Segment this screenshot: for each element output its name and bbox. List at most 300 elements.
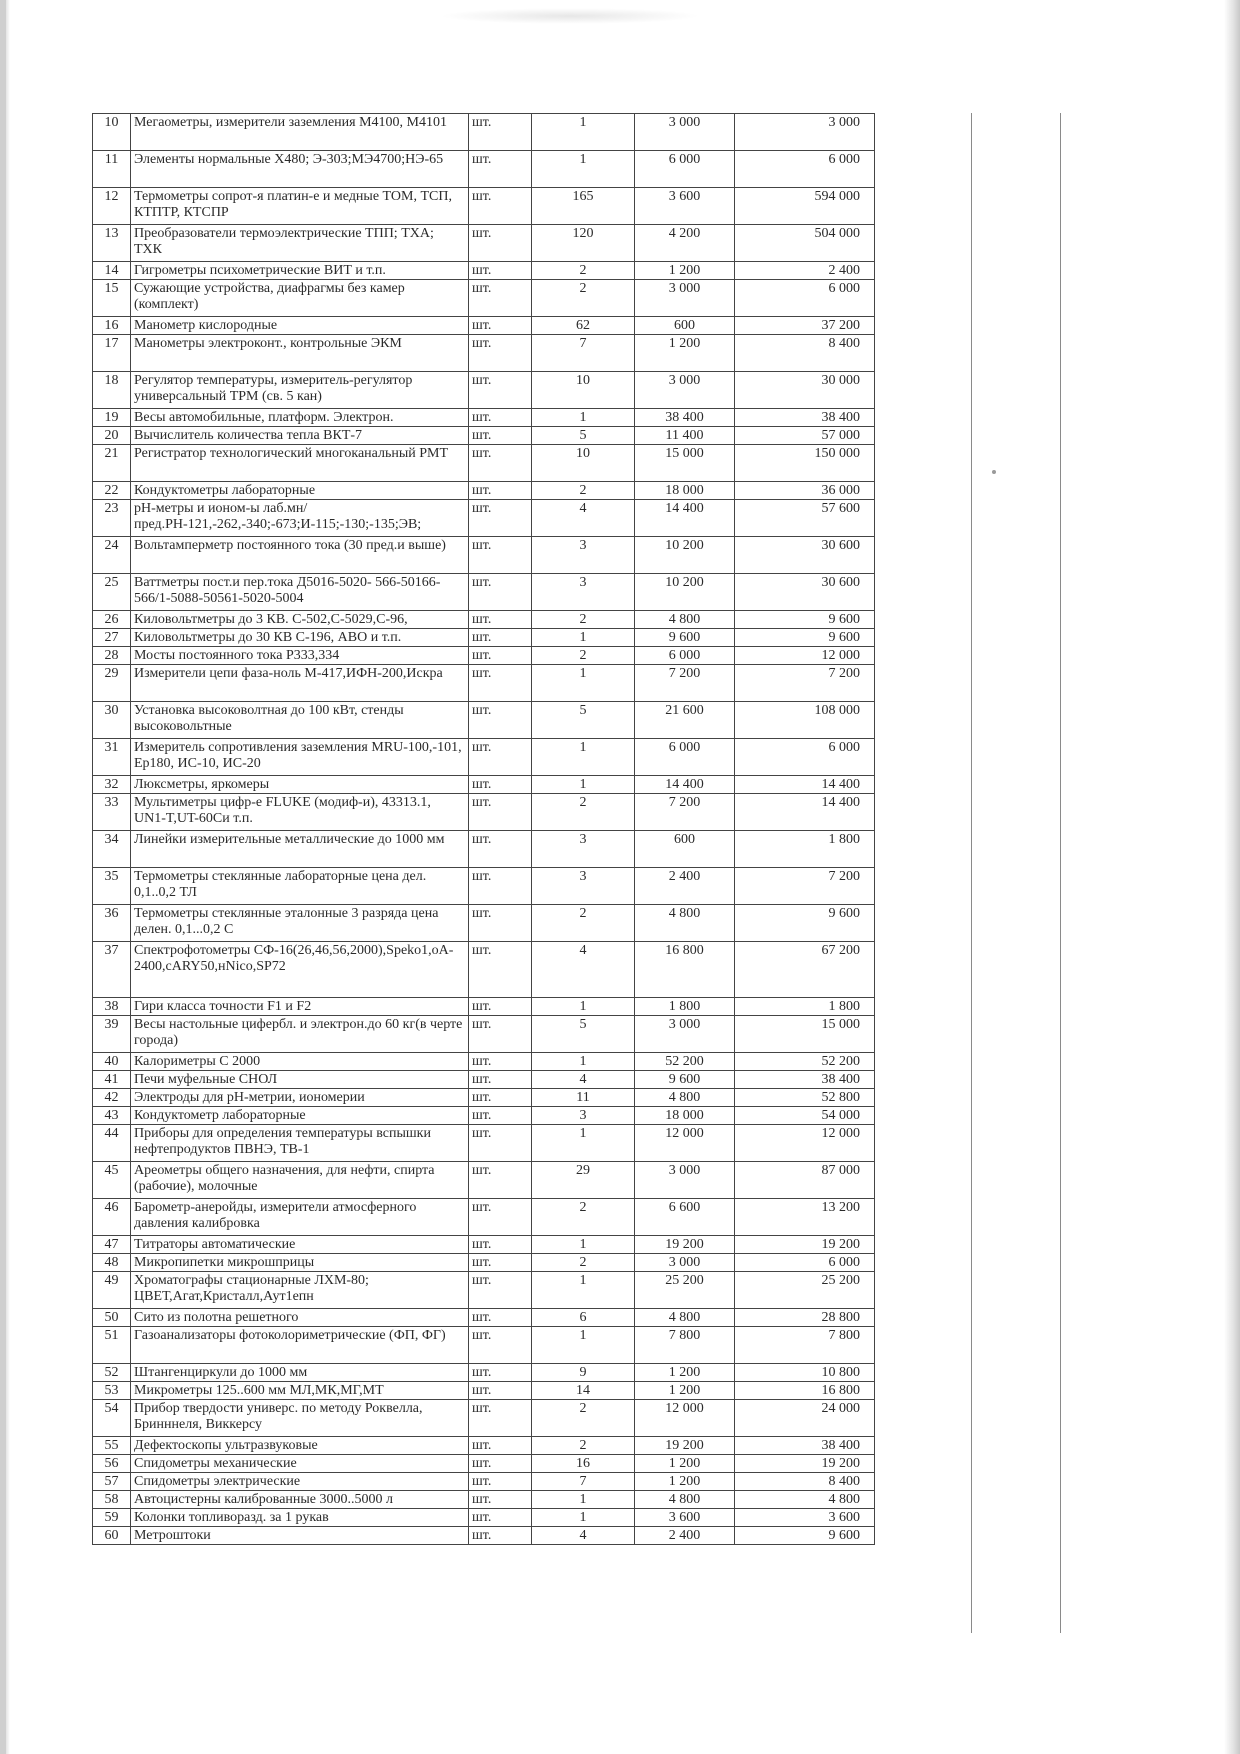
unit-price-cell: 3 600: [635, 1509, 735, 1527]
item-name-cell: Киловольтметры до 30 КВ С-196, АВО и т.п.: [131, 629, 469, 647]
unit-price-cell: 2 400: [635, 1527, 735, 1545]
total-cell: 3 000: [735, 114, 875, 151]
item-name-cell: Вольтамперметр постоянного тока (30 пред.и выше): [131, 537, 469, 574]
table-row: [93, 317, 875, 335]
unit-price-cell: 12 000: [635, 1125, 735, 1162]
quantity-cell: 2: [532, 280, 635, 317]
item-name-cell: Приборы для определения температуры вспышки нефтепродуктов ПВНЭ, ТВ-1: [131, 1125, 469, 1162]
unit-cell: шт.: [469, 1199, 532, 1236]
unit-price-cell: 18 000: [635, 482, 735, 500]
quantity-cell: 2: [532, 794, 635, 831]
row-number-cell: 45: [93, 1162, 131, 1199]
unit-price-cell: 600: [635, 831, 735, 868]
quantity-cell: 2: [532, 611, 635, 629]
unit-cell: шт.: [469, 280, 532, 317]
quantity-cell: 4: [532, 1527, 635, 1545]
total-cell: 108 000: [735, 702, 875, 739]
quantity-cell: 3: [532, 1107, 635, 1125]
table-row: [93, 537, 875, 574]
unit-price-cell: 11 400: [635, 427, 735, 445]
unit-price-cell: 4 800: [635, 1089, 735, 1107]
row-number-cell: 39: [93, 1016, 131, 1053]
item-name-cell: Барометр-анеройды, измерители атмосферного давления калибровка: [131, 1199, 469, 1236]
row-number-cell: 19: [93, 409, 131, 427]
quantity-cell: 120: [532, 225, 635, 262]
row-number-cell: 46: [93, 1199, 131, 1236]
item-name-cell: Спектрофотометры СФ-16(26,46,56,2000),Speko1,oA-2400,cARY50,нNico,SP72: [131, 942, 469, 998]
unit-price-cell: 21 600: [635, 702, 735, 739]
item-name-cell: Ваттметры пост.и пер.тока Д5016-5020- 566-50166-566/1-5088-50561-5020-5004: [131, 574, 469, 611]
row-number-cell: 31: [93, 739, 131, 776]
quantity-cell: 29: [532, 1162, 635, 1199]
unit-cell: шт.: [469, 665, 532, 702]
quantity-cell: 7: [532, 335, 635, 372]
item-name-cell: Кондуктометры лабораторные: [131, 482, 469, 500]
unit-price-cell: 3 600: [635, 188, 735, 225]
row-number-cell: 51: [93, 1327, 131, 1364]
table-row: [93, 427, 875, 445]
quantity-cell: 1: [532, 629, 635, 647]
unit-cell: шт.: [469, 1455, 532, 1473]
item-name-cell: Титраторы автоматические: [131, 1236, 469, 1254]
row-number-cell: 29: [93, 665, 131, 702]
table-row: [93, 372, 875, 409]
unit-cell: шт.: [469, 868, 532, 905]
table-row: [93, 1053, 875, 1071]
item-name-cell: Весы настольные цифербл. и электрон.до 60 кг(в черте города): [131, 1016, 469, 1053]
unit-cell: шт.: [469, 647, 532, 665]
total-cell: 6 000: [735, 1254, 875, 1272]
item-name-cell: Микропипетки микрошприцы: [131, 1254, 469, 1272]
total-cell: 19 200: [735, 1236, 875, 1254]
unit-price-cell: 3 000: [635, 1162, 735, 1199]
item-name-cell: Элементы нормальные Х480; Э-303;МЭ4700;НЭ-65: [131, 151, 469, 188]
row-number-cell: 22: [93, 482, 131, 500]
table-row: [93, 647, 875, 665]
total-cell: 1 800: [735, 831, 875, 868]
quantity-cell: 5: [532, 427, 635, 445]
unit-price-cell: 1 800: [635, 998, 735, 1016]
row-number-cell: 36: [93, 905, 131, 942]
quantity-cell: 2: [532, 262, 635, 280]
row-number-cell: 14: [93, 262, 131, 280]
item-name-cell: Гигрометры психометрические ВИТ и т.п.: [131, 262, 469, 280]
total-cell: 28 800: [735, 1309, 875, 1327]
table-row: [93, 794, 875, 831]
row-number-cell: 33: [93, 794, 131, 831]
faint-vertical-line-1: [971, 113, 972, 1633]
unit-cell: шт.: [469, 1089, 532, 1107]
row-number-cell: 21: [93, 445, 131, 482]
row-number-cell: 48: [93, 1254, 131, 1272]
item-name-cell: Электроды для pH-метрии, иономерии: [131, 1089, 469, 1107]
item-name-cell: Микрометры 125..600 мм МЛ,МК,МГ,МТ: [131, 1382, 469, 1400]
quantity-cell: 2: [532, 482, 635, 500]
total-cell: 9 600: [735, 629, 875, 647]
item-name-cell: Сито из полотна решетного: [131, 1309, 469, 1327]
total-cell: 14 400: [735, 794, 875, 831]
total-cell: 30 000: [735, 372, 875, 409]
unit-price-cell: 19 200: [635, 1437, 735, 1455]
unit-price-cell: 9 600: [635, 629, 735, 647]
table-row: [93, 500, 875, 537]
unit-price-cell: 1 200: [635, 262, 735, 280]
unit-cell: шт.: [469, 942, 532, 998]
row-number-cell: 28: [93, 647, 131, 665]
scan-speck: [992, 470, 996, 474]
item-name-cell: Колонки топливоразд. за 1 рукав: [131, 1509, 469, 1527]
row-number-cell: 37: [93, 942, 131, 998]
total-cell: 10 800: [735, 1364, 875, 1382]
unit-price-cell: 6 000: [635, 647, 735, 665]
unit-price-cell: 12 000: [635, 1400, 735, 1437]
quantity-cell: 2: [532, 1437, 635, 1455]
item-name-cell: Печи муфельные СНОЛ: [131, 1071, 469, 1089]
table-row: [93, 1071, 875, 1089]
unit-price-cell: 6 000: [635, 151, 735, 188]
item-name-cell: Вычислитель количества тепла ВКТ-7: [131, 427, 469, 445]
row-number-cell: 27: [93, 629, 131, 647]
table-row: [93, 1107, 875, 1125]
item-name-cell: Хроматографы стационарные ЛХМ-80; ЦВЕТ,Агат,Кристалл,Аут1епн: [131, 1272, 469, 1309]
unit-cell: шт.: [469, 1236, 532, 1254]
table-row: [93, 868, 875, 905]
unit-cell: шт.: [469, 1053, 532, 1071]
row-number-cell: 44: [93, 1125, 131, 1162]
quantity-cell: 4: [532, 500, 635, 537]
table-row: [93, 831, 875, 868]
row-number-cell: 43: [93, 1107, 131, 1125]
unit-price-cell: 600: [635, 317, 735, 335]
table-row: [93, 1254, 875, 1272]
unit-cell: шт.: [469, 998, 532, 1016]
row-number-cell: 55: [93, 1437, 131, 1455]
unit-price-cell: 38 400: [635, 409, 735, 427]
unit-price-cell: 4 800: [635, 1491, 735, 1509]
unit-price-cell: 4 800: [635, 611, 735, 629]
total-cell: 57 600: [735, 500, 875, 537]
total-cell: 3 600: [735, 1509, 875, 1527]
total-cell: 57 000: [735, 427, 875, 445]
item-name-cell: Манометр кислородные: [131, 317, 469, 335]
table-row: [93, 151, 875, 188]
unit-cell: шт.: [469, 1107, 532, 1125]
table-row: [93, 629, 875, 647]
total-cell: 67 200: [735, 942, 875, 998]
table-row: [93, 262, 875, 280]
unit-cell: шт.: [469, 482, 532, 500]
item-name-cell: Гири класса точности F1 и F2: [131, 998, 469, 1016]
item-name-cell: Термометры стеклянные эталонные 3 разряда цена делен. 0,1...0,2 С: [131, 905, 469, 942]
table-row: [93, 482, 875, 500]
unit-cell: шт.: [469, 1016, 532, 1053]
quantity-cell: 14: [532, 1382, 635, 1400]
row-number-cell: 42: [93, 1089, 131, 1107]
quantity-cell: 62: [532, 317, 635, 335]
row-number-cell: 12: [93, 188, 131, 225]
row-number-cell: 38: [93, 998, 131, 1016]
total-cell: 2 400: [735, 262, 875, 280]
total-cell: 6 000: [735, 280, 875, 317]
quantity-cell: 2: [532, 647, 635, 665]
unit-cell: шт.: [469, 114, 532, 151]
total-cell: 52 200: [735, 1053, 875, 1071]
unit-cell: шт.: [469, 1272, 532, 1309]
unit-price-cell: 6 600: [635, 1199, 735, 1236]
quantity-cell: 1: [532, 1327, 635, 1364]
row-number-cell: 30: [93, 702, 131, 739]
unit-cell: шт.: [469, 702, 532, 739]
item-name-cell: Газоанализаторы фотоколориметрические (ФП, ФГ): [131, 1327, 469, 1364]
total-cell: 12 000: [735, 1125, 875, 1162]
quantity-cell: 1: [532, 665, 635, 702]
total-cell: 9 600: [735, 611, 875, 629]
unit-price-cell: 4 200: [635, 225, 735, 262]
row-number-cell: 59: [93, 1509, 131, 1527]
quantity-cell: 5: [532, 1016, 635, 1053]
item-name-cell: Метроштоки: [131, 1527, 469, 1545]
total-cell: 7 800: [735, 1327, 875, 1364]
total-cell: 30 600: [735, 574, 875, 611]
table-row: [93, 1473, 875, 1491]
unit-cell: шт.: [469, 611, 532, 629]
table-row: [93, 739, 875, 776]
quantity-cell: 5: [532, 702, 635, 739]
row-number-cell: 11: [93, 151, 131, 188]
scan-left-border: [0, 0, 6, 1754]
quantity-cell: 165: [532, 188, 635, 225]
total-cell: 54 000: [735, 1107, 875, 1125]
total-cell: 38 400: [735, 1071, 875, 1089]
quantity-cell: 3: [532, 831, 635, 868]
quantity-cell: 1: [532, 1236, 635, 1254]
table-row: [93, 1309, 875, 1327]
unit-price-cell: 6 000: [635, 739, 735, 776]
table-row: [93, 665, 875, 702]
total-cell: 14 400: [735, 776, 875, 794]
item-name-cell: Спидометры электрические: [131, 1473, 469, 1491]
quantity-cell: 3: [532, 868, 635, 905]
unit-cell: шт.: [469, 1364, 532, 1382]
row-number-cell: 18: [93, 372, 131, 409]
table-row: [93, 1437, 875, 1455]
total-cell: 4 800: [735, 1491, 875, 1509]
unit-cell: шт.: [469, 794, 532, 831]
table-row: [93, 445, 875, 482]
quantity-cell: 16: [532, 1455, 635, 1473]
unit-price-cell: 14 400: [635, 500, 735, 537]
total-cell: 8 400: [735, 335, 875, 372]
total-cell: 15 000: [735, 1016, 875, 1053]
quantity-cell: 9: [532, 1364, 635, 1382]
unit-price-cell: 16 800: [635, 942, 735, 998]
row-number-cell: 56: [93, 1455, 131, 1473]
quantity-cell: 1: [532, 776, 635, 794]
item-name-cell: Мультиметры цифр-е FLUKE (модиф-и), 43313.1, UN1-T,UT-60Си т.п.: [131, 794, 469, 831]
unit-price-cell: 9 600: [635, 1071, 735, 1089]
quantity-cell: 4: [532, 1071, 635, 1089]
table-row: [93, 1491, 875, 1509]
quantity-cell: 7: [532, 1473, 635, 1491]
total-cell: 13 200: [735, 1199, 875, 1236]
total-cell: 12 000: [735, 647, 875, 665]
table-row: [93, 188, 875, 225]
row-number-cell: 13: [93, 225, 131, 262]
unit-price-cell: 10 200: [635, 574, 735, 611]
quantity-cell: 1: [532, 114, 635, 151]
total-cell: 7 200: [735, 665, 875, 702]
row-number-cell: 17: [93, 335, 131, 372]
item-name-cell: Измеритель сопротивления заземления MRU-100,-101, Ер180, ИС-10, ИС-20: [131, 739, 469, 776]
quantity-cell: 1: [532, 1491, 635, 1509]
table-row: [93, 1199, 875, 1236]
unit-cell: шт.: [469, 1125, 532, 1162]
quantity-cell: 3: [532, 537, 635, 574]
table-row: [93, 409, 875, 427]
row-number-cell: 16: [93, 317, 131, 335]
table-row: [93, 905, 875, 942]
row-number-cell: 54: [93, 1400, 131, 1437]
row-number-cell: 60: [93, 1527, 131, 1545]
item-name-cell: Преобразователи термоэлектрические ТПП; ТХА; ТХК: [131, 225, 469, 262]
total-cell: 38 400: [735, 409, 875, 427]
quantity-cell: 10: [532, 445, 635, 482]
row-number-cell: 15: [93, 280, 131, 317]
table-row: [93, 1089, 875, 1107]
table-row: [93, 998, 875, 1016]
row-number-cell: 41: [93, 1071, 131, 1089]
unit-price-cell: 3 000: [635, 1254, 735, 1272]
table-row: [93, 335, 875, 372]
unit-cell: шт.: [469, 1162, 532, 1199]
item-name-cell: pH-метры и ионом-ы лаб.мн/пред.РН-121,-262,-340;-673;И-115;-130;-135;ЭВ;: [131, 500, 469, 537]
unit-price-cell: 19 200: [635, 1236, 735, 1254]
unit-cell: шт.: [469, 1382, 532, 1400]
quantity-cell: 4: [532, 942, 635, 998]
total-cell: 25 200: [735, 1272, 875, 1309]
unit-cell: шт.: [469, 1327, 532, 1364]
table-row: [93, 776, 875, 794]
total-cell: 1 800: [735, 998, 875, 1016]
table-row: [93, 1236, 875, 1254]
quantity-cell: 6: [532, 1309, 635, 1327]
item-name-cell: Линейки измерительные металлические до 1000 мм: [131, 831, 469, 868]
row-number-cell: 40: [93, 1053, 131, 1071]
unit-price-cell: 3 000: [635, 372, 735, 409]
price-table: [92, 113, 875, 1545]
row-number-cell: 50: [93, 1309, 131, 1327]
item-name-cell: Сужающие устройства, диафрагмы без камер (комплект): [131, 280, 469, 317]
item-name-cell: Кондуктометр лабораторные: [131, 1107, 469, 1125]
total-cell: 37 200: [735, 317, 875, 335]
unit-cell: шт.: [469, 574, 532, 611]
unit-price-cell: 2 400: [635, 868, 735, 905]
table-row: [93, 114, 875, 151]
unit-cell: шт.: [469, 1473, 532, 1491]
unit-cell: шт.: [469, 1071, 532, 1089]
total-cell: 19 200: [735, 1455, 875, 1473]
unit-cell: шт.: [469, 1400, 532, 1437]
unit-price-cell: 3 000: [635, 280, 735, 317]
unit-cell: шт.: [469, 1491, 532, 1509]
unit-price-cell: 3 000: [635, 1016, 735, 1053]
quantity-cell: 11: [532, 1089, 635, 1107]
table-row: [93, 1016, 875, 1053]
quantity-cell: 3: [532, 574, 635, 611]
total-cell: 150 000: [735, 445, 875, 482]
total-cell: 594 000: [735, 188, 875, 225]
unit-cell: шт.: [469, 776, 532, 794]
item-name-cell: Ареометры общего назначения, для нефти, спирта (рабочие), молочные: [131, 1162, 469, 1199]
table-row: [93, 942, 875, 998]
total-cell: 36 000: [735, 482, 875, 500]
unit-cell: шт.: [469, 151, 532, 188]
unit-price-cell: 1 200: [635, 1364, 735, 1382]
quantity-cell: 1: [532, 1125, 635, 1162]
quantity-cell: 1: [532, 151, 635, 188]
price-table-body: [93, 114, 875, 1545]
table-row: [93, 702, 875, 739]
row-number-cell: 34: [93, 831, 131, 868]
table-row: [93, 1364, 875, 1382]
unit-price-cell: 7 200: [635, 665, 735, 702]
item-name-cell: Регулятор температуры, измеритель-регулятор универсальный ТРМ (св. 5 кан): [131, 372, 469, 409]
total-cell: 30 600: [735, 537, 875, 574]
total-cell: 9 600: [735, 1527, 875, 1545]
item-name-cell: Регистратор технологический многоканальный РМТ: [131, 445, 469, 482]
item-name-cell: Измерители цепи фаза-ноль М-417,ИФН-200,Искра: [131, 665, 469, 702]
item-name-cell: Установка высоковолтная до 100 кВт, стенды высоковольтные: [131, 702, 469, 739]
item-name-cell: Термометры сопрот-я платин-е и медные ТОМ, ТСП, КТПТР, КТСПР: [131, 188, 469, 225]
table-row: [93, 1527, 875, 1545]
unit-cell: шт.: [469, 629, 532, 647]
total-cell: 6 000: [735, 151, 875, 188]
unit-cell: шт.: [469, 372, 532, 409]
quantity-cell: 10: [532, 372, 635, 409]
row-number-cell: 25: [93, 574, 131, 611]
quantity-cell: 2: [532, 905, 635, 942]
unit-price-cell: 7 200: [635, 794, 735, 831]
row-number-cell: 23: [93, 500, 131, 537]
unit-cell: шт.: [469, 537, 532, 574]
table-row: [93, 1400, 875, 1437]
row-number-cell: 49: [93, 1272, 131, 1309]
quantity-cell: 1: [532, 1053, 635, 1071]
quantity-cell: 1: [532, 739, 635, 776]
item-name-cell: Мосты постоянного тока Р333,334: [131, 647, 469, 665]
unit-cell: шт.: [469, 427, 532, 445]
row-number-cell: 53: [93, 1382, 131, 1400]
row-number-cell: 20: [93, 427, 131, 445]
unit-cell: шт.: [469, 1309, 532, 1327]
unit-price-cell: 10 200: [635, 537, 735, 574]
quantity-cell: 2: [532, 1254, 635, 1272]
unit-cell: шт.: [469, 225, 532, 262]
unit-price-cell: 1 200: [635, 1455, 735, 1473]
item-name-cell: Киловольтметры до 3 КВ. С-502,С-5029,С-96,: [131, 611, 469, 629]
item-name-cell: Автоцистерны калиброванные 3000..5000 л: [131, 1491, 469, 1509]
item-name-cell: Прибор твердости универс. по методу Роквелла, Бринннеля, Виккерсу: [131, 1400, 469, 1437]
total-cell: 504 000: [735, 225, 875, 262]
item-name-cell: Мегаометры, измерители заземления М4100, М4101: [131, 114, 469, 151]
total-cell: 38 400: [735, 1437, 875, 1455]
unit-price-cell: 1 200: [635, 1382, 735, 1400]
table-row: [93, 1382, 875, 1400]
table-row: [93, 1327, 875, 1364]
table-row: [93, 611, 875, 629]
unit-price-cell: 15 000: [635, 445, 735, 482]
unit-cell: шт.: [469, 1509, 532, 1527]
